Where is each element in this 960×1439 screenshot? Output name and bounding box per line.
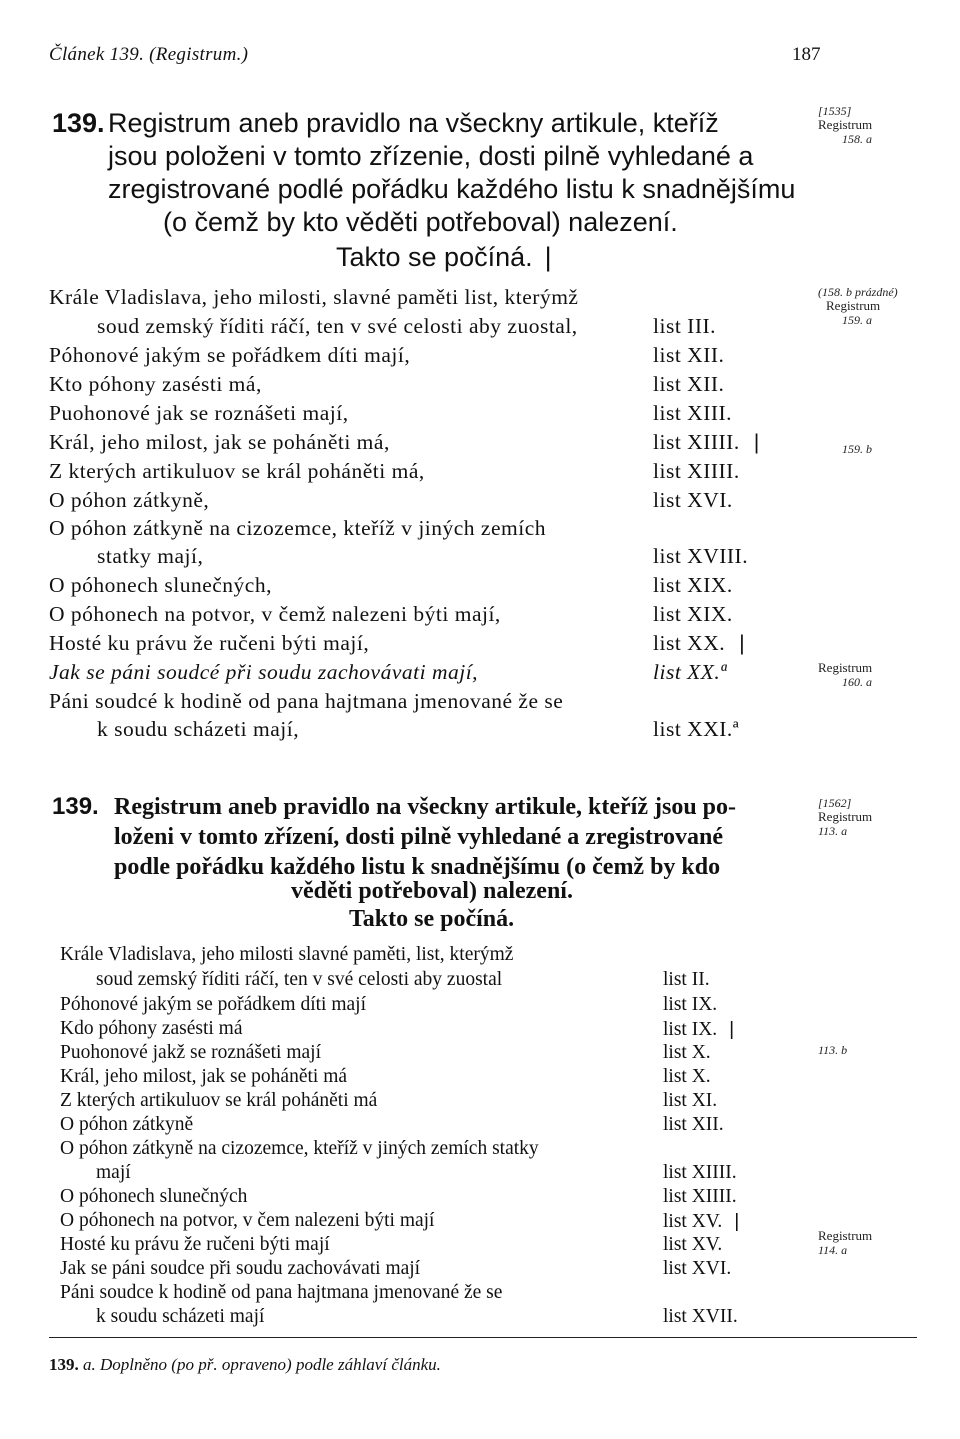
list-item-text: Kto póhony zasésti má, bbox=[49, 372, 262, 396]
section-number: 139. bbox=[52, 108, 105, 138]
list-item-ref: list XXI.ª bbox=[653, 717, 740, 741]
list-item-text: soud zemský říditi ráčí, ten v své celosti aby zuostal, bbox=[97, 314, 578, 338]
margin-note: Registrum bbox=[818, 117, 873, 132]
list-item-text: O póhon zátkyně, bbox=[49, 488, 210, 512]
section-title-line: Registrum aneb pravidlo na všeckny artikule, kteříž bbox=[108, 108, 719, 138]
list-item-text: O póhon zátkyně na cizozemce, kteříž v jiných zemích bbox=[49, 516, 547, 540]
list-item-ref: list II. bbox=[663, 969, 710, 990]
list-item-text: Hosté ku právu že ručeni býti mají bbox=[60, 1234, 330, 1255]
margin-note: (158. b prázdné) bbox=[818, 285, 898, 299]
list-item-text: Puohonové jakž se roznášeti mají bbox=[60, 1042, 322, 1063]
list-item-text: Krále Vladislava, jeho milosti, slavné paměti list, kterýmž bbox=[49, 285, 579, 309]
list-item-ref: list XIIII. bbox=[653, 459, 740, 483]
list-item-text: Jak se páni soudce při soudu zachovávati mají bbox=[60, 1258, 421, 1279]
list-item-ref: list XII. bbox=[653, 372, 725, 396]
margin-note: [1535] bbox=[818, 104, 852, 118]
margin-note: 114. a bbox=[818, 1243, 848, 1257]
list-item-ref: list XIIII. bbox=[663, 1162, 737, 1183]
margin-note: 113. a bbox=[818, 824, 848, 838]
margin-note: 158. a bbox=[842, 132, 872, 146]
margin-note: 159. b bbox=[842, 442, 872, 456]
list-item-ref: list XX. | bbox=[653, 631, 746, 655]
list-item-text: Puohonové jak se roznášeti mají, bbox=[49, 401, 349, 425]
running-header: Článek 139. (Registrum.) bbox=[49, 44, 249, 65]
section-number: 139. bbox=[52, 793, 99, 820]
list-item-ref: list XVII. bbox=[663, 1306, 738, 1327]
list-item-text: Z kterých artikuluov se král poháněti má, bbox=[49, 459, 425, 483]
list-item-text: Kdo póhony zasésti má bbox=[60, 1018, 243, 1039]
list-item-text: Krále Vladislava, jeho milosti slavné paměti, list, kterýmž bbox=[60, 944, 514, 965]
list-item-ref: list III. bbox=[653, 314, 717, 338]
list-item-ref: list XV. bbox=[663, 1234, 723, 1255]
margin-note: Registrum bbox=[818, 809, 873, 824]
list-item-ref: list XVI. bbox=[663, 1258, 732, 1279]
list-item-text: Jak se páni soudcé při soudu zachovávati mají, bbox=[49, 660, 479, 684]
section-title-line: věděti potřeboval) nalezení. bbox=[291, 878, 573, 904]
section-title-line: podle pořádku každého listu k snadnějšímu (o čemž by kdo bbox=[114, 854, 721, 880]
margin-note: Registrum bbox=[826, 298, 881, 313]
footnote-divider bbox=[49, 1337, 917, 1338]
list-item-ref: list X. bbox=[663, 1066, 711, 1087]
list-item-text: Páni soudce k hodině od pana hajtmana jmenované že se bbox=[60, 1282, 503, 1303]
list-item-ref: list IX. | bbox=[663, 1018, 735, 1040]
list-item-text: soud zemský říditi ráčí, ten v své celosti aby zuostal bbox=[96, 969, 503, 990]
margin-note: Registrum bbox=[818, 660, 873, 675]
list-item-text: O póhon zátkyně bbox=[60, 1114, 194, 1135]
list-item-ref: list XII. bbox=[663, 1114, 724, 1135]
list-item-text: Z kterých artikuluov se král poháněti má bbox=[60, 1090, 378, 1111]
section-title-line: jsou položeni v tomto zřízenie, dosti pilně vyhledané a bbox=[108, 141, 754, 171]
footnote-label: 139. bbox=[49, 1355, 79, 1374]
footnote-text: a. Doplněno (po př. opraveno) podle záhlaví článku. bbox=[83, 1355, 441, 1374]
list-item-ref: list IX. bbox=[663, 994, 718, 1015]
list-item-text: O póhonech slunečných, bbox=[49, 573, 272, 597]
list-item-text: O póhonech na potvor, v čem nalezeni býti mají bbox=[60, 1210, 435, 1231]
list-item-ref: list XII. bbox=[653, 343, 725, 367]
list-item-text: k soudu scházeti mají bbox=[96, 1306, 265, 1327]
section-title-line: (o čemž by kto věděti potřeboval) nalezení. bbox=[163, 207, 678, 237]
list-item-ref: list XIX. bbox=[653, 573, 733, 597]
footnote bbox=[49, 1355, 441, 1375]
section-subtitle: Takto se počíná. bbox=[349, 906, 515, 932]
list-item-ref: list XX.ª bbox=[653, 660, 727, 684]
list-item-ref: list XIIII. | bbox=[653, 430, 760, 454]
list-item-text: Póhonové jakým se pořádkem díti mají, bbox=[49, 343, 411, 367]
list-item-text: O póhonech slunečných bbox=[60, 1186, 248, 1207]
section-title-line: Registrum aneb pravidlo na všeckny artikule, kteříž jsou po- bbox=[114, 794, 737, 820]
section-title-line: loženi v tomto zřízení, dosti pilně vyhledané a zregistrované bbox=[114, 824, 724, 850]
list-item-ref: list XV. | bbox=[663, 1210, 740, 1232]
section-subtitle: Takto se počíná. | bbox=[336, 242, 552, 272]
list-item-text: Hosté ku právu že ručeni býti mají, bbox=[49, 631, 370, 655]
margin-note: 160. a bbox=[842, 675, 872, 689]
page-number: 187 bbox=[792, 44, 821, 65]
list-item-text: statky mají, bbox=[97, 544, 204, 568]
list-item-ref: list XIII. bbox=[653, 401, 733, 425]
list-item-ref: list X. bbox=[663, 1042, 711, 1063]
list-item-ref: list XIIII. bbox=[663, 1186, 737, 1207]
list-item-ref: list XVIII. bbox=[653, 544, 749, 568]
list-item-ref: list XIX. bbox=[653, 602, 733, 626]
list-item-text: O póhonech na potvor, v čemž nalezeni býti mají, bbox=[49, 602, 501, 626]
list-item-text: Páni soudcé k hodině od pana hajtmana jmenované že se bbox=[49, 689, 564, 713]
list-item-text: Póhonové jakým se pořádkem díti mají bbox=[60, 994, 366, 1015]
list-item-text: Král, jeho milost, jak se poháněti má bbox=[60, 1066, 348, 1087]
margin-note: 159. a bbox=[842, 313, 872, 327]
list-item-text: O póhon zátkyně na cizozemce, kteříž v jiných zemích statky bbox=[60, 1138, 539, 1159]
list-item-ref: list XVI. bbox=[653, 488, 733, 512]
margin-note: [1562] bbox=[818, 796, 852, 810]
margin-note: Registrum bbox=[818, 1228, 873, 1243]
list-item-ref: list XI. bbox=[663, 1090, 718, 1111]
margin-note: 113. b bbox=[818, 1043, 848, 1057]
list-item-text: mají bbox=[96, 1162, 131, 1183]
list-item-text: k soudu scházeti mají, bbox=[97, 717, 300, 741]
list-item-text: Král, jeho milost, jak se poháněti má, bbox=[49, 430, 390, 454]
section-title-line: zregistrované podlé pořádku každého listu k snadnějšímu bbox=[108, 174, 796, 204]
